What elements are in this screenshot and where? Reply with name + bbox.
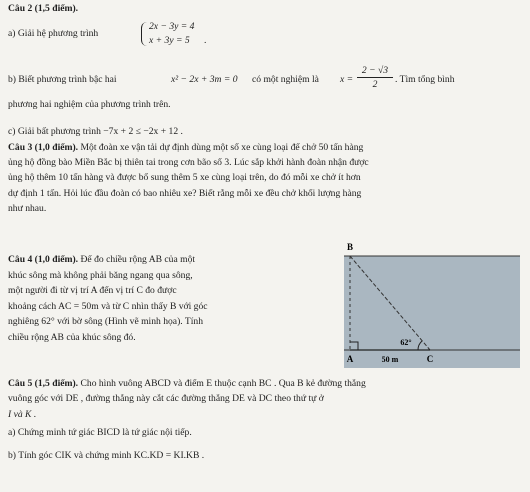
q5-part-a: a) Chứng minh tứ giác BICD là tứ giác nội tiếp. [8, 427, 192, 438]
q2-heading: Câu 2 (1,5 điểm). [8, 3, 79, 14]
q2a-equation-1: 2x − 3y = 4 [149, 21, 195, 32]
q5-line-3: I và K . [8, 409, 37, 420]
q4-text-1: Để đo chiều rộng AB của một [78, 254, 196, 265]
q2b-line2: phương hai nghiệm của phương trình trên. [8, 99, 171, 110]
q3-line-2: ủng hộ đồng bào Miền Bắc bị thiên tai trong cơn bão số 3. Lúc sắp khởi hành đoàn nhận được [8, 157, 369, 168]
label-b: B [346, 242, 354, 252]
q5-text-1: Cho hình vuông ABCD và điểm E thuộc cạnh BC . Qua B kẻ đường thẳng [78, 378, 366, 389]
q5-heading: Câu 5 (1,5 điểm). [8, 378, 79, 389]
q4-line-6: chiều rộng AB của khúc sông đó. [8, 332, 136, 343]
q2b-fraction [357, 65, 393, 90]
q2b-denominator: 2 [372, 79, 378, 90]
river-figure [344, 238, 524, 378]
system-brace [141, 22, 148, 46]
q4-line-3: một người đi từ vị trí A đến vị trí C đo được [8, 285, 177, 296]
q3-line-4: dự định 1 tấn. Hỏi lúc đầu đoàn có bao nhiêu xe? Biết rằng mỗi xe đều chở khối lượng hàng [8, 188, 362, 199]
q4-line-4: khoảng cách AC = 50m và từ C nhìn thấy B với góc [8, 301, 208, 312]
q2a-text: a) Giải hệ phương trình [8, 28, 99, 39]
q3-text-1: Một đoàn xe vận tải dự định dùng một số xe cùng loại để chở 50 tấn hàng [78, 142, 364, 153]
q4-line-2: khúc sông mà không phải băng ngang qua sông, [8, 270, 193, 281]
label-distance: 50 m [381, 355, 399, 364]
q2b-pre: b) Biết phương trình bậc hai [8, 74, 117, 85]
q4-heading: Câu 4 (1,0 điểm). [8, 254, 79, 265]
q4-line-5: nghiêng 62° với bờ sông (Hình vẽ minh họa). Tính [8, 316, 204, 327]
q5-line-2: vuông góc với DE , đường thẳng này cắt các đường thẳng DE và DC theo thứ tự ở [8, 393, 324, 404]
q2b-post: . Tìm tổng bình [395, 74, 455, 85]
q3-line-5: như nhau. [8, 203, 47, 214]
q2b-numerator: 2 − √3 [361, 65, 389, 76]
q5-part-b: b) Tính góc CIK và chứng minh KC.KD = KI.KB . [8, 450, 205, 461]
q2a-end: . [204, 35, 207, 46]
label-angle: 62° [400, 338, 412, 347]
q3-line-3: ủng hộ thêm 10 tấn hàng và được bổ sung thêm 5 xe cùng loại trên, do đó mỗi xe chở ít hơn [8, 172, 361, 183]
label-a: A [346, 354, 354, 364]
q3-line-1 [8, 142, 363, 154]
q2a-equation-2: x + 3y = 5 [149, 35, 190, 46]
river-water [344, 256, 520, 368]
q4-line-1 [8, 254, 195, 266]
q3-heading: Câu 3 (1,0 điểm). [8, 142, 79, 153]
fraction-bar [357, 77, 393, 78]
q5-line-1 [8, 378, 366, 390]
q2b-x: x = [340, 74, 354, 85]
label-c: C [426, 354, 434, 364]
q2b-mid: có một nghiệm là [252, 74, 319, 85]
q2b-equation: x² − 2x + 3m = 0 [171, 74, 238, 85]
q2c-text: c) Giải bất phương trình −7x + 2 ≤ −2x + 12 . [8, 126, 183, 137]
